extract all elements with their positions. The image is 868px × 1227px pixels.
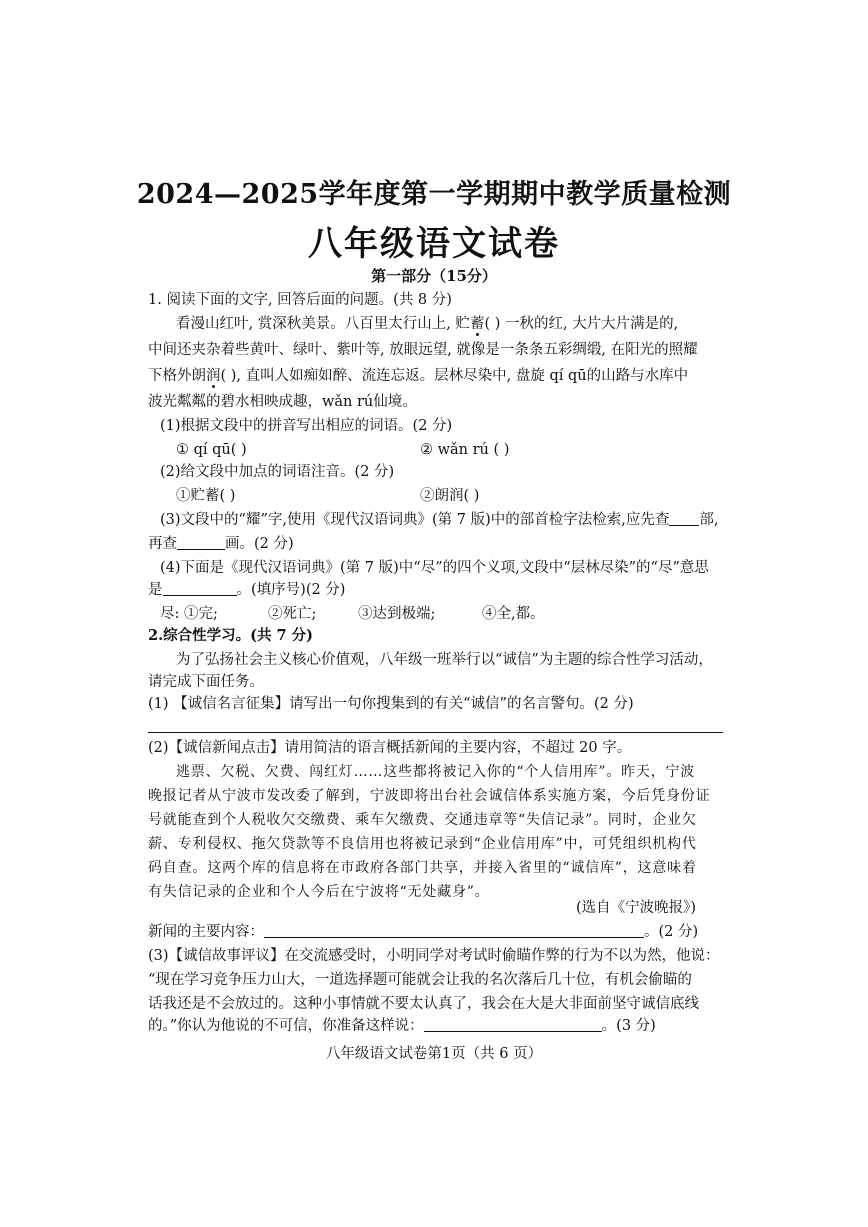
q1-sub4-line2: 是 。(填序号)(2 分) <box>148 582 346 598</box>
q1-sub1: (1)根据文段中的拼音写出相应的词语。(2 分) <box>160 418 453 434</box>
q2-sub3-line2: “现在学习竞争压力山大，一道选择题可能就会让我的名次落后几十位，有机会偷瞄的 <box>148 972 692 988</box>
answer-blank[interactable] <box>669 511 699 526</box>
option-label: 尽: <box>160 606 180 622</box>
q2-sub3-line3: 话我还是不会放过的。这种小事情就不要太认真了，我会在大是大非面前坚守诚信底线 <box>148 996 699 1012</box>
answer-blank[interactable] <box>163 581 237 596</box>
answer-blank[interactable] <box>264 923 644 938</box>
news-line: 晚报记者从宁波市发改委了解到，宁波即将出台社会诚信体系实施方案，今后凭身份证 <box>148 788 711 804</box>
section-heading: 第一部分（15分） <box>371 267 497 285</box>
dotted-word-run: 润 <box>206 368 221 384</box>
q1-sub2-a: ①贮蓄( ) <box>176 488 236 504</box>
news-line: 码自查。这两个库的信息将在市政府各部门共享，并接入省里的“诚信库”，这意味着 <box>148 860 697 876</box>
news-line: 逃票、欠税、欠费、闯红灯……这些都将被记入你的“个人信用库”。昨天，宁波 <box>176 764 696 780</box>
q1-sub3-line1: (3)文段中的“耀”字,使用《现代汉语词典》(第 7 版)中的部首检字法检索,应先查 部, <box>160 512 719 528</box>
q1-stem: 1. 阅读下面的文字, 回答后面的问题。(共 8 分) <box>148 292 452 308</box>
option-1: ①完; <box>184 606 218 622</box>
q2-stem: 2.综合性学习。(共 7 分) <box>148 627 314 644</box>
q2-intro-line1: 为了弘扬社会主义核心价值观，八年级一班举行以“诚信”为主题的综合性学习活动， <box>176 652 713 668</box>
option-4: ④全,都。 <box>482 606 545 622</box>
q2-sub1: (1) 【诚信名言征集】请写出一句你搜集到的有关“诚信”的名言警句。(2 分) <box>148 696 634 712</box>
option-2: ②死亡; <box>268 606 317 622</box>
exam-title: 2024—2025学年度第一学期期中教学质量检测 <box>136 179 732 210</box>
exam-subtitle: 八年级语文试卷 <box>308 224 560 264</box>
q1-sub4-line1: (4)下面是《现代汉语词典》(第 7 版)中“尽”的四个义项,文段中“层林尽染”的“尽”意思 <box>160 560 709 576</box>
news-line: 薪、专利侵权、拖欠贷款等不良信用也将被记录到“企业信用库”中，可凭组织机构代 <box>148 836 697 852</box>
news-line: 有失信记录的企业和个人今后在宁波将“无处藏身”。 <box>148 884 490 900</box>
q1-passage-line4: 波光粼粼的碧水相映成趣，wǎn rú仙境。 <box>148 394 417 410</box>
answer-blank[interactable] <box>424 1017 602 1032</box>
news-line: 号就能查到个人税收欠交缴费、乘车欠缴费、交通违章等“失信记录”。同时，企业欠 <box>148 812 697 828</box>
page-footer: 八年级语文试卷第1页（共 6 页） <box>325 1046 543 1062</box>
q2-sub2: (2)【诚信新闻点击】请用简洁的语言概括新闻的主要内容，不超过 20 字。 <box>148 740 632 756</box>
q1-sub3-line2: 再查 画。(2 分) <box>148 536 294 552</box>
option-3: ③达到极端; <box>358 606 436 622</box>
answer-blank[interactable] <box>177 535 225 550</box>
q1-passage-line2: 中间还夹杂着些黄叶、绿叶、紫叶等, 放眼远望, 就像是一条条五彩绸缎, 在阳光的照耀 <box>148 342 698 358</box>
q1-sub2: (2)给文段中加点的词语注音。(2 分) <box>160 464 395 480</box>
q2-sub3-line1: (3)【诚信故事评议】在交流感受时，小明同学对考试时偷瞄作弊的行为不以为然，他说： <box>148 948 720 964</box>
q2-sub3-line4: 的。”你认为他说的不可信，你准备这样说： 。(3 分) <box>148 1018 656 1034</box>
q1-passage-line3: 下格外朗润( ), 直叫人如痴如醉、流连忘返。层林尽染中, 盘旋 qí qū的山路与水库中 <box>148 368 689 384</box>
q1-sub1-a: ① qí qū( ) <box>176 442 247 458</box>
answer-line[interactable] <box>148 732 723 733</box>
q2-main-content-line: 新闻的主要内容： 。(2 分) <box>148 924 699 940</box>
q1-sub1-b: ② wǎn rú ( ) <box>420 442 510 458</box>
dotted-word-chu: 蓄 <box>469 316 485 332</box>
news-source: (选自《宁波晚报》) <box>576 900 697 916</box>
q2-intro-line2: 请完成下面任务。 <box>148 674 264 690</box>
q1-sub2-b: ②朗润( ) <box>420 488 480 504</box>
q1-passage-line1: 看漫山红叶, 赏深秋美景。八百里太行山上, 贮蓄( ) 一秋的红, 大片大片满是的, <box>176 316 679 332</box>
